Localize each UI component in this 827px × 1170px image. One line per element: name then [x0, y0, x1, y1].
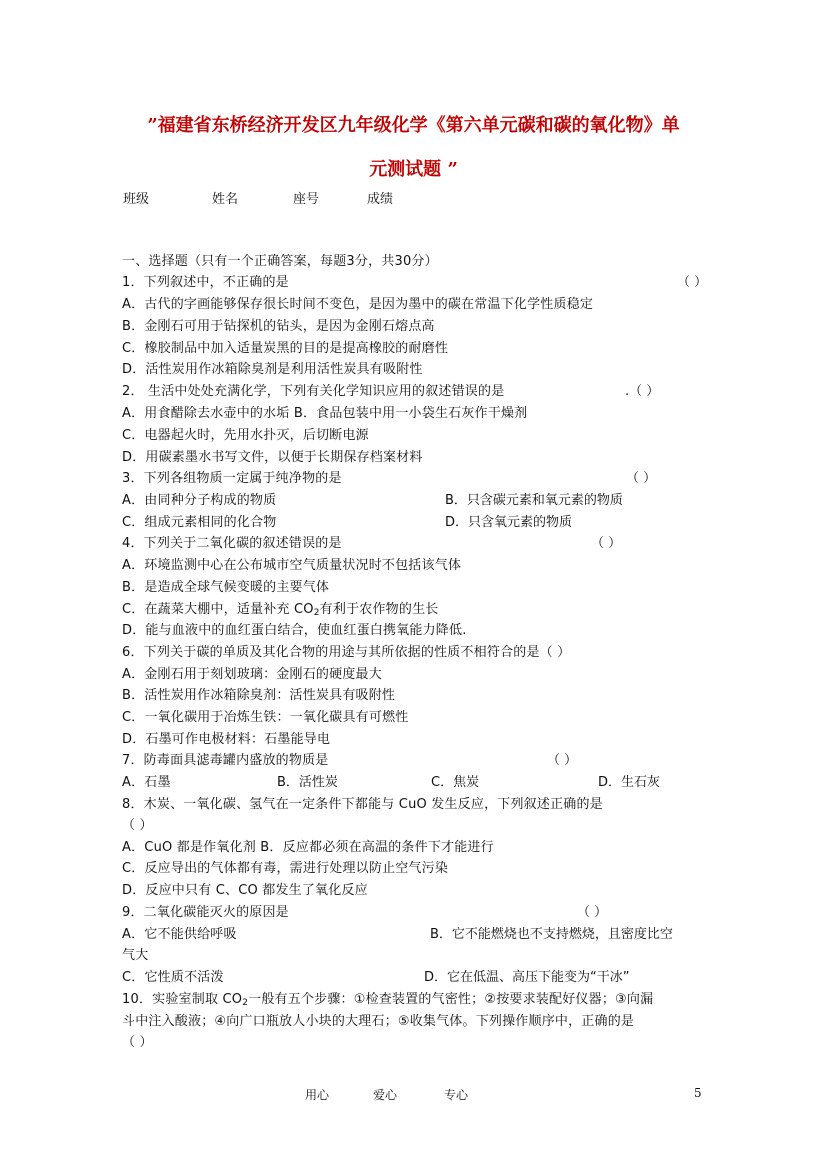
question-1-option-c: C．橡胶制品中加入适量炭黑的目的是提高橡胶的耐磨性 [122, 341, 449, 356]
seat-number-label: 座号 [293, 192, 320, 207]
name-label: 姓名 [212, 192, 239, 207]
score-label: 成绩 [367, 192, 394, 207]
question-3-option-a: A．由同种分子构成的物质 [122, 493, 277, 508]
question-7-option-c: C．焦炭 [431, 775, 480, 790]
question-3-stem: 3．下列各组物质一定属于纯净物的是 [122, 471, 342, 486]
question-7-answer-bracket: （ ） [547, 753, 578, 768]
question-6-stem: 6．下列关于碳的单质及其化合物的用途与其所依据的性质不相符合的是（ ） [122, 645, 571, 660]
question-4-answer-bracket: （ ） [591, 536, 622, 551]
class-label: 班级 [123, 192, 150, 207]
question-9-stem: 9．二氧化碳能灭火的原因是 [122, 905, 289, 920]
question-8-stem: 8．木炭、一氧化碳、氢气在一定条件下都能与 CuO 发生反应，下列叙述正确的是 [122, 797, 603, 812]
footer-item-2: 爱心 [373, 1088, 398, 1102]
question-2-option-c: C．电器起火时，先用水扑灭，后切断电源 [122, 428, 369, 443]
question-6-option-a: A．金刚石用于刻划玻璃：金刚石的硬度最大 [122, 667, 382, 682]
question-4-option-d: D．能与血液中的血红蛋白结合，使血红蛋白携氧能力降低. [122, 623, 467, 638]
question-9-option-d: D．它在低温、高压下能变为“干冰” [424, 970, 630, 985]
question-2-stem: 2． 生活中处处充满化学，下列有关化学知识应用的叙述错误的是 [122, 384, 505, 399]
question-4-stem: 4．下列关于二氧化碳的叙述错误的是 [122, 536, 342, 551]
question-9-option-a: A．它不能供给呼吸 [122, 927, 237, 942]
document-title-line-2: 元测试题 ” [369, 159, 458, 180]
question-1-option-d: D．活性炭用作冰箱除臭剂是利用活性炭具有吸附性 [122, 362, 423, 377]
question-8-options-ab: A．CuO 都是作氧化剂 B．反应都必须在高温的条件下才能进行 [122, 840, 494, 855]
question-9-option-c: C．它性质不活泼 [122, 970, 224, 985]
question-4-option-c [122, 601, 438, 622]
q10-text-end: 一般有五个步骤：①检查装置的气密性；②按要求装配好仪器；③向漏 [248, 992, 654, 1007]
document-title-line-1: ”福建省东桥经济开发区九年级化学《第六单元碳和碳的氧化物》单 [147, 115, 680, 136]
question-6-option-c: C．一氧化碳用于冶炼生铁：一氧化碳具有可燃性 [122, 710, 409, 725]
question-8-option-d: D．反应中只有 C、CO 都发生了氧化反应 [122, 883, 368, 898]
question-1-stem: 1．下列叙述中，不正确的是 [122, 275, 289, 290]
co2-subscript: 2 [242, 998, 249, 1008]
q10-text-start: 10．实验室制取 CO [122, 992, 243, 1007]
question-2-options-ab: A．用食醋除去水壶中的水垢 B．食品包装中用一小袋生石灰作干燥剂 [122, 406, 528, 421]
question-4-option-a: A．环境监测中心在公布城市空气质量状况时不包括该气体 [122, 558, 462, 573]
footer-item-1: 用心 [305, 1088, 330, 1102]
question-8-answer-bracket: （ ） [122, 818, 153, 833]
question-10-answer-bracket: （ ） [122, 1035, 153, 1050]
page-number: 5 [694, 1086, 702, 1100]
question-3-answer-bracket: （ ） [626, 471, 657, 486]
question-9-option-b-continued: 气大 [122, 948, 149, 963]
question-1-option-b: B．金刚石可用于钻探机的钻头，是因为金刚石熔点高 [122, 319, 435, 334]
question-1-option-a: A．古代的字画能够保存很长时间不变色，是因为墨中的碳在常温下化学性质稳定 [122, 297, 594, 312]
co2-subscript: 2 [313, 608, 320, 618]
question-2-option-d: D．用碳素墨水书写文件，以便于长期保存档案材料 [122, 450, 423, 465]
question-7-option-b: B．活性炭 [277, 775, 338, 790]
question-7-option-d: D．生石灰 [598, 775, 661, 790]
question-8-option-c: C．反应导出的气体都有毒，需进行处理以防止空气污染 [122, 861, 449, 876]
question-6-option-b: B．活性炭用作冰箱除臭剂：活性炭具有吸附性 [122, 688, 396, 703]
question-7-option-a: A．石墨 [122, 775, 171, 790]
question-6-option-d: D．石墨可作电极材料：石墨能导电 [122, 732, 331, 747]
footer-item-3: 专心 [444, 1088, 469, 1102]
question-3-option-c: C．组成元素相同的化合物 [122, 515, 277, 530]
question-9-answer-bracket: （ ） [577, 905, 608, 920]
question-3-option-d: D．只含氧元素的物质 [445, 515, 573, 530]
question-2-answer-bracket: .（ ） [625, 384, 660, 399]
question-4-option-b: B．是造成全球气候变暖的主要气体 [122, 580, 330, 595]
question-10-stem-line-2: 斗中注入酸液；④向广口瓶放人小块的大理石；⑤收集气体。下列操作顺序中，正确的是 [122, 1014, 635, 1029]
question-1-answer-bracket: （ ） [677, 275, 708, 290]
question-7-stem: 7．防毒面具滤毒罐内盛放的物质是 [122, 753, 329, 768]
question-10-stem-line-1 [122, 991, 653, 1012]
question-9-option-b: B．它不能燃烧也不支持燃烧，且密度比空 [430, 927, 673, 942]
option-c-text-start: C．在蔬菜大棚中，适量补充 CO [122, 602, 314, 617]
option-c-text-end: 有利于农作物的生长 [319, 602, 439, 617]
question-3-option-b: B．只含碳元素和氧元素的物质 [445, 493, 623, 508]
section-heading: 一、选择题（只有一个正确答案，每题3分，共30分） [122, 254, 438, 269]
